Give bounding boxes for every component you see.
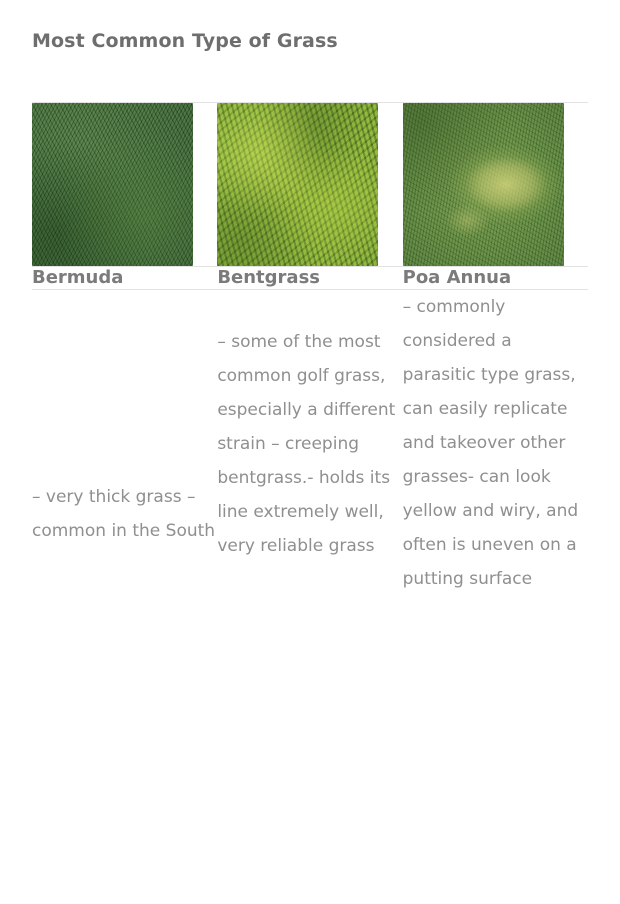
table-cell-header-bermuda (32, 267, 217, 290)
table-row-headers (32, 267, 588, 290)
table-cell-image-bentgrass (217, 103, 402, 267)
grass-image-poa-annua (403, 103, 564, 266)
column-header-bermuda: Bermuda (32, 267, 124, 288)
table-cell-header-bentgrass (217, 267, 402, 290)
table-cell-description-bentgrass (217, 290, 402, 597)
table-cell-image-poa-annua (403, 103, 588, 267)
table-row-descriptions (32, 290, 588, 597)
table-cell-description-poa-annua (403, 290, 588, 597)
column-header-bentgrass: Bentgrass (217, 267, 320, 288)
table-cell-image-bermuda (32, 103, 217, 267)
grass-image-bentgrass (217, 103, 378, 266)
table-cell-header-poa-annua (403, 267, 588, 290)
page-title: Most Common Type of Grass (32, 30, 338, 52)
table (32, 103, 588, 596)
grass-image-bermuda (32, 103, 193, 266)
table-row-images (32, 103, 588, 267)
description-poa-annua: – commonly considered a parasitic type grass, can easily replicate and takeover other grasses- can look yellow and wiry, and often is uneven on a putting surface (402, 297, 579, 589)
description-bentgrass: – some of the most common golf grass, especially a different strain – creeping bentgrass.- holds its line extremely well, very reliable grass (217, 332, 396, 556)
table-cell-description-bermuda (32, 290, 217, 597)
description-bermuda: – very thick grass – common in the South (32, 487, 216, 541)
column-header-poa-annua: Poa Annua (402, 267, 512, 288)
grass-comparison-table (32, 102, 588, 596)
